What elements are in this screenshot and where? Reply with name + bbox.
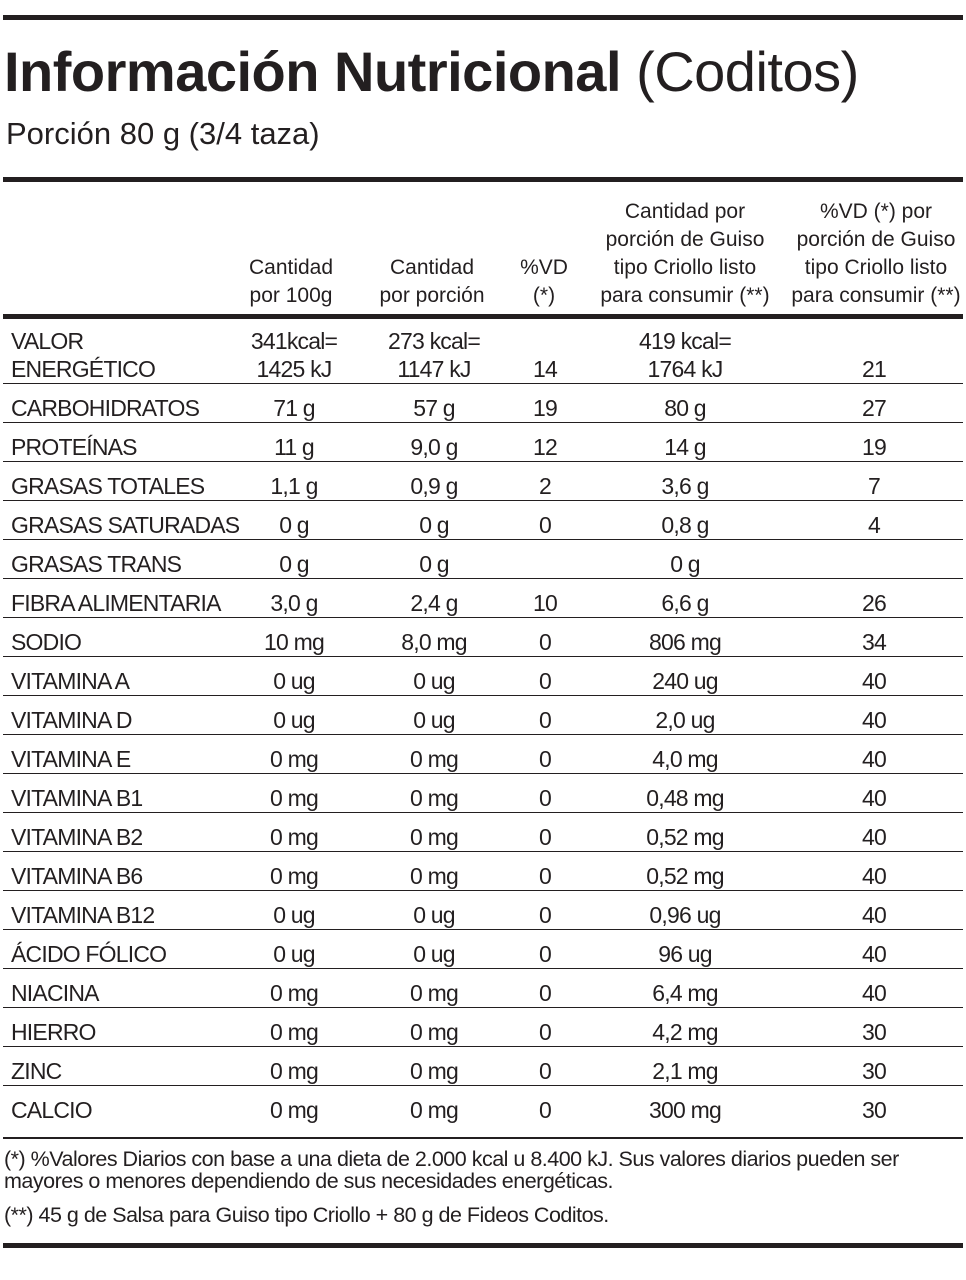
amount-per-portion: 0 mg: [363, 813, 505, 852]
daily-value-guiso: 26: [785, 579, 963, 618]
portion-size: Porción 80 g (3/4 taza): [6, 116, 320, 151]
nutrient-name: VITAMINA D: [3, 696, 225, 735]
amount-guiso: 0,8 g: [585, 501, 785, 540]
table-row: [3, 1008, 963, 1047]
daily-value-guiso: 40: [785, 969, 963, 1008]
table-row: [3, 774, 963, 813]
amount-per-100g: 0 mg: [270, 1097, 318, 1123]
amount-per-portion: 273 kcal= 1147 kJ: [363, 322, 505, 384]
nutrient-name: VITAMINA B2: [3, 813, 225, 852]
amount-per-portion: 2,4 g: [363, 579, 505, 618]
table-row: [3, 1086, 963, 1125]
daily-value-guiso: 40: [785, 696, 963, 735]
daily-value-guiso: 30: [862, 1097, 886, 1123]
amount-guiso: 419 kcal= 1764 kJ: [585, 322, 785, 384]
table-row: [3, 462, 963, 501]
daily-value-percent: 2: [505, 462, 585, 501]
nutrient-name: VITAMINA B1: [3, 774, 225, 813]
amount-per-100g: 0 ug: [225, 891, 363, 930]
nutrient-name: VITAMINA B6: [3, 852, 225, 891]
footnotes: [4, 1148, 964, 1226]
amount-per-portion: 0 mg: [363, 1047, 505, 1086]
amount-guiso: 240 ug: [585, 657, 785, 696]
nutrient-name: VITAMINA B12: [3, 891, 225, 930]
top-rule: [3, 15, 963, 20]
col-header-guiso-vd: %VD (*) por porción de Guiso tipo Criollo listo para consumir (**): [791, 200, 961, 307]
table-row: [3, 735, 963, 774]
daily-value-guiso: 7: [785, 462, 963, 501]
col-header-guiso: Cantidad por porción de Guiso tipo Criollo listo para consumir (**): [600, 200, 770, 307]
table-row: [3, 618, 963, 657]
nutrition-rows: [3, 322, 963, 1124]
table-row: [3, 579, 963, 618]
daily-value-guiso: 40: [785, 735, 963, 774]
amount-per-portion: 57 g: [363, 384, 505, 423]
amount-guiso: 2,0 ug: [585, 696, 785, 735]
amount-guiso: 0 g: [585, 540, 785, 579]
daily-value-guiso: 21: [785, 322, 963, 384]
nutrient-name: GRASAS TOTALES: [3, 462, 225, 501]
daily-value-percent: 0: [505, 735, 585, 774]
amount-per-100g: 0 g: [225, 540, 363, 579]
amount-guiso: 0,48 mg: [585, 774, 785, 813]
amount-guiso: 80 g: [585, 384, 785, 423]
amount-per-portion: 0 mg: [363, 735, 505, 774]
amount-per-100g: 11 g: [225, 423, 363, 462]
daily-value-percent: [505, 540, 585, 579]
footnote-daily-values: (*) %Valores Diarios con base a una dieta de 2.000 kcal u 8.400 kJ. Sus valores diarios pueden ser mayores o menores dependiendo de sus necesidades energéticas.: [4, 1147, 899, 1193]
table-bottom-rule: [3, 1137, 963, 1139]
amount-guiso: 6,6 g: [585, 579, 785, 618]
amount-guiso: 14 g: [585, 423, 785, 462]
table-row: [3, 384, 963, 423]
col-header-vd: %VD (*): [520, 256, 568, 307]
title-main: Información Nutricional: [4, 40, 621, 103]
daily-value-guiso: 40: [785, 813, 963, 852]
nutrient-name: PROTEÍNAS: [3, 423, 225, 462]
daily-value-percent: 19: [505, 384, 585, 423]
nutrient-name: SODIO: [3, 618, 225, 657]
nutrient-name: GRASAS SATURADAS: [3, 501, 225, 540]
table-row: [3, 501, 963, 540]
daily-value-percent: 0: [505, 618, 585, 657]
amount-per-portion: 0 ug: [363, 657, 505, 696]
amount-per-portion: 0 ug: [363, 696, 505, 735]
title-product: (Coditos): [636, 40, 859, 103]
nutrient-name: VITAMINA E: [3, 735, 225, 774]
amount-guiso: 4,0 mg: [585, 735, 785, 774]
amount-per-100g: 0 ug: [225, 930, 363, 969]
daily-value-percent: 10: [505, 579, 585, 618]
daily-value-guiso: 40: [785, 930, 963, 969]
table-row: [3, 891, 963, 930]
nutrient-name: VALOR ENERGÉTICO: [3, 322, 225, 384]
daily-value-percent: 0: [505, 696, 585, 735]
daily-value-guiso: 30: [785, 1047, 963, 1086]
amount-per-100g: 0 mg: [225, 852, 363, 891]
nutrient-name: VITAMINA A: [3, 657, 225, 696]
amount-per-100g: 0 mg: [225, 1008, 363, 1047]
header-bottom-rule: [3, 314, 963, 319]
amount-per-portion: 0 mg: [363, 852, 505, 891]
table-row: [3, 657, 963, 696]
daily-value-guiso: 27: [785, 384, 963, 423]
amount-per-100g: 0 mg: [225, 813, 363, 852]
amount-per-100g: 0 mg: [225, 735, 363, 774]
daily-value-percent: 14: [505, 322, 585, 384]
daily-value-guiso: 34: [785, 618, 963, 657]
amount-guiso: 2,1 mg: [585, 1047, 785, 1086]
amount-guiso: 0,52 mg: [585, 852, 785, 891]
header-top-rule: [3, 177, 963, 182]
page-title: [4, 40, 859, 104]
col-header-per-portion: Cantidad por porción: [379, 256, 485, 307]
amount-per-portion: 0 mg: [363, 774, 505, 813]
daily-value-percent: 0: [539, 1097, 551, 1123]
col-header-per100: Cantidad por 100g: [248, 256, 334, 307]
daily-value-percent: 0: [505, 1008, 585, 1047]
amount-guiso: 0,96 ug: [585, 891, 785, 930]
table-row: [3, 930, 963, 969]
amount-per-100g: 0 ug: [225, 696, 363, 735]
daily-value-guiso: 40: [785, 774, 963, 813]
amount-guiso: 806 mg: [585, 618, 785, 657]
table-row: [3, 852, 963, 891]
daily-value-percent: 0: [505, 774, 585, 813]
daily-value-percent: 12: [505, 423, 585, 462]
table-row: [3, 969, 963, 1008]
amount-per-100g: 3,0 g: [225, 579, 363, 618]
amount-per-portion: 9,0 g: [363, 423, 505, 462]
table-row: [3, 1047, 963, 1086]
daily-value-guiso: [785, 540, 963, 579]
amount-per-portion: 8,0 mg: [363, 618, 505, 657]
amount-per-100g: 0 mg: [225, 969, 363, 1008]
daily-value-guiso: 19: [785, 423, 963, 462]
amount-per-portion: 0 mg: [410, 1097, 458, 1123]
footnote-guiso: (**) 45 g de Salsa para Guiso tipo Criollo + 80 g de Fideos Coditos.: [4, 1203, 609, 1227]
amount-per-portion: 0 mg: [363, 969, 505, 1008]
nutrient-name: CALCIO: [11, 1097, 92, 1123]
amount-guiso: 6,4 mg: [585, 969, 785, 1008]
daily-value-percent: 0: [505, 930, 585, 969]
nutrient-name: HIERRO: [3, 1008, 225, 1047]
nutrient-name: FIBRA ALIMENTARIA: [3, 579, 225, 618]
daily-value-percent: 0: [505, 813, 585, 852]
amount-guiso: 3,6 g: [585, 462, 785, 501]
daily-value-percent: 0: [505, 657, 585, 696]
table-row: [3, 696, 963, 735]
amount-per-100g: 71 g: [225, 384, 363, 423]
amount-per-100g: 1,1 g: [225, 462, 363, 501]
amount-per-portion: 0 ug: [363, 891, 505, 930]
nutrient-name: NIACINA: [3, 969, 225, 1008]
amount-per-portion: 0 g: [363, 540, 505, 579]
amount-per-100g: 0 ug: [225, 657, 363, 696]
amount-per-portion: 0 ug: [363, 930, 505, 969]
daily-value-guiso: 40: [785, 657, 963, 696]
amount-per-100g: 0 g: [225, 501, 363, 540]
amount-guiso: 96 ug: [585, 930, 785, 969]
amount-per-portion: 0,9 g: [363, 462, 505, 501]
daily-value-percent: 0: [505, 969, 585, 1008]
daily-value-guiso: 4: [785, 501, 963, 540]
table-row: [3, 813, 963, 852]
table-row: [3, 540, 963, 579]
amount-per-portion: 0 g: [363, 501, 505, 540]
amount-per-portion: 0 mg: [363, 1008, 505, 1047]
table-row: [3, 423, 963, 462]
daily-value-percent: 0: [505, 1047, 585, 1086]
nutrient-name: ZINC: [3, 1047, 225, 1086]
daily-value-percent: 0: [505, 852, 585, 891]
nutrient-name: ÁCIDO FÓLICO: [3, 930, 225, 969]
table-row: [3, 322, 963, 384]
daily-value-guiso: 30: [785, 1008, 963, 1047]
amount-guiso: 300 mg: [649, 1097, 721, 1123]
daily-value-percent: 0: [505, 501, 585, 540]
amount-per-100g: 0 mg: [225, 774, 363, 813]
nutrition-table: [3, 322, 963, 1124]
daily-value-percent: 0: [505, 891, 585, 930]
amount-per-100g: 0 mg: [225, 1047, 363, 1086]
nutrient-name: GRASAS TRANS: [3, 540, 225, 579]
bottom-rule: [3, 1243, 963, 1248]
daily-value-guiso: 40: [785, 852, 963, 891]
amount-per-100g: 10 mg: [225, 618, 363, 657]
amount-per-100g: 341kcal= 1425 kJ: [225, 322, 363, 384]
daily-value-guiso: 40: [785, 891, 963, 930]
amount-guiso: 4,2 mg: [585, 1008, 785, 1047]
amount-guiso: 0,52 mg: [585, 813, 785, 852]
nutrient-name: CARBOHIDRATOS: [3, 384, 225, 423]
